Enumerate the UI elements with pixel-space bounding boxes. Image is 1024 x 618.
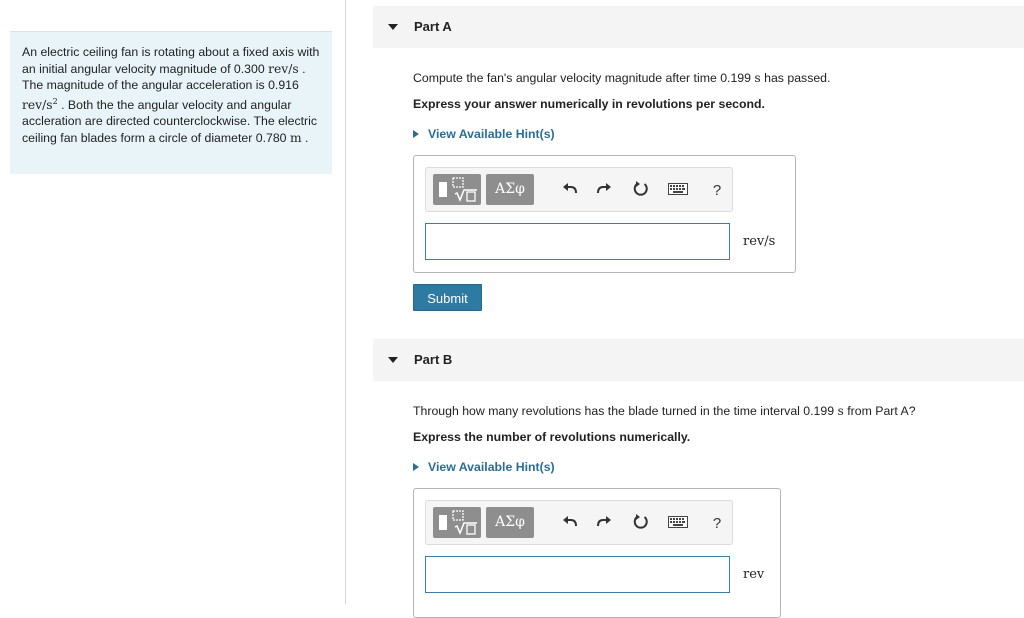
keyboard-icon[interactable] <box>667 180 689 202</box>
unit-rev-per-s2: rev/s <box>22 97 53 112</box>
hint-label: View Available Hint(s) <box>428 127 555 141</box>
problem-text: . The magnitude of the angular acceleration is 0.916 <box>22 61 306 92</box>
redo-icon[interactable] <box>593 513 615 535</box>
problem-text: An electric ceiling fan is rotating about a fixed axis with an initial angular velocity magnitude of 0.300 <box>22 45 320 76</box>
part-a-hint-link[interactable] <box>413 127 555 141</box>
redo-icon[interactable] <box>593 180 615 202</box>
caret-right-icon <box>413 463 419 471</box>
caret-down-icon[interactable] <box>388 357 398 363</box>
math-toolbar <box>425 167 733 212</box>
problem-text: . <box>301 130 309 145</box>
unit-rev-per-s: rev/s <box>268 61 299 76</box>
reset-icon[interactable] <box>630 513 652 535</box>
part-b-answer-input[interactable] <box>425 556 730 593</box>
reset-icon[interactable] <box>630 180 652 202</box>
part-b-title: Part B <box>414 352 453 367</box>
help-icon[interactable]: ? <box>712 515 722 532</box>
unit-m: m <box>289 130 302 145</box>
caret-down-icon[interactable] <box>388 24 398 30</box>
part-b-instruction: Express the number of revolutions numerically. <box>413 430 691 444</box>
part-b-unit: rev <box>743 567 765 582</box>
part-b-question <box>413 404 916 418</box>
part-a-header[interactable] <box>373 6 1024 48</box>
part-a-instruction: Express your answer numerically in revolutions per second. <box>413 97 765 111</box>
part-b-header[interactable] <box>373 339 1024 381</box>
question-text: from Part A? <box>843 404 916 418</box>
panel-divider <box>345 0 346 604</box>
problem-text: . Both the the angular velocity and angular accleration are directed counterclockwise. The electric ceiling fan blades form a circle of diameter 0.780 <box>22 97 318 145</box>
part-b-hint-link[interactable] <box>413 460 555 474</box>
question-text: has passed. <box>760 71 831 85</box>
math-toolbar <box>425 500 733 545</box>
question-text: Compute the fan's angular velocity magnitude after time 0.199 <box>413 71 755 85</box>
unit-s: s <box>754 71 761 85</box>
templates-icon[interactable] <box>433 174 481 205</box>
templates-icon[interactable] <box>433 507 481 538</box>
unit-s: s <box>837 404 844 418</box>
greek-symbols-icon[interactable]: ΑΣφ <box>486 174 534 205</box>
part-a-question <box>413 71 830 85</box>
problem-statement <box>10 31 332 174</box>
help-icon[interactable]: ? <box>712 182 722 199</box>
part-a-answer-box <box>413 155 796 273</box>
part-b-answer-box <box>413 488 781 618</box>
question-text: Through how many revolutions has the blade turned in the time interval 0.199 <box>413 404 838 418</box>
part-a-unit: rev/s <box>743 234 776 249</box>
part-a-answer-input[interactable] <box>425 223 730 260</box>
keyboard-icon[interactable] <box>667 513 689 535</box>
undo-icon[interactable] <box>559 180 581 202</box>
part-a-title: Part A <box>414 19 452 34</box>
caret-right-icon <box>413 130 419 138</box>
undo-icon[interactable] <box>559 513 581 535</box>
hint-label: View Available Hint(s) <box>428 460 555 474</box>
greek-symbols-icon[interactable]: ΑΣφ <box>486 507 534 538</box>
submit-button[interactable]: Submit <box>413 284 482 311</box>
unit-exponent: 2 <box>52 96 58 106</box>
